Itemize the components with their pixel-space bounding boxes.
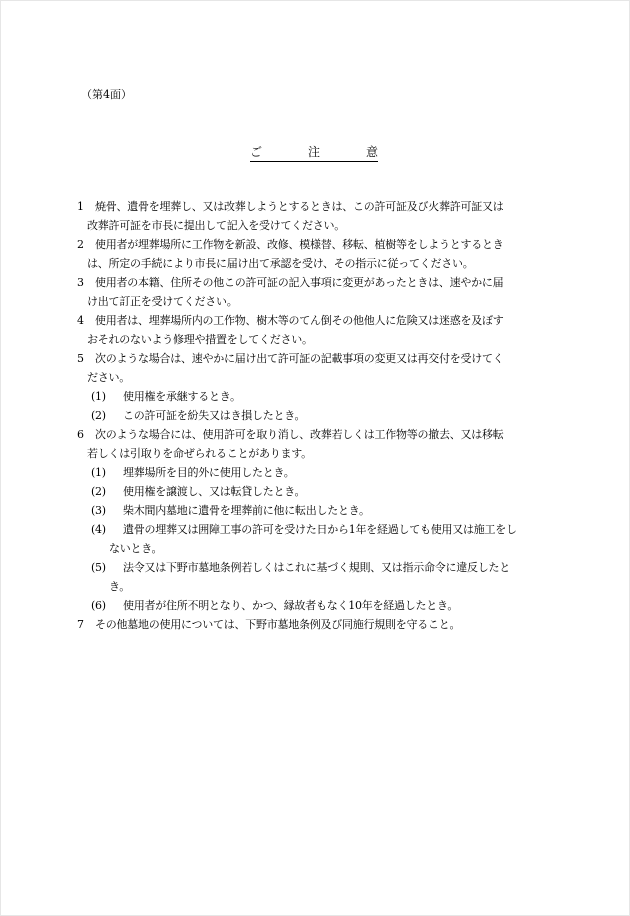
item-number: 1 — [77, 200, 84, 213]
sub-item-number: (6) — [91, 599, 106, 612]
sub-item-number: (1) — [91, 390, 106, 403]
sub-item-text: この許可証を紛失又はき損したとき。 — [123, 409, 306, 422]
item-text: 使用者の本籍、住所その他この許可証の記入事項に変更があったときは、速やかに届 — [95, 276, 504, 289]
item-text-continuation: 若しくは引取りを命ぜられることがあります。 — [87, 447, 312, 460]
item-text-continuation: ださい。 — [87, 371, 130, 384]
notice-list — [77, 197, 557, 634]
item-text: 使用者は、埋葬場所内の工作物、樹木等のてん倒その他他人に危険又は迷惑を及ぼす — [95, 314, 504, 327]
sub-item-number: (1) — [91, 466, 106, 479]
sub-item — [77, 558, 557, 577]
page-number-header: （第4面） — [81, 88, 132, 101]
sub-item-text: 埋葬場所を目的外に使用したとき。 — [123, 466, 295, 479]
list-item — [77, 197, 557, 216]
title-char: 注 — [307, 145, 320, 159]
sub-item-number: (3) — [91, 504, 106, 517]
item-text-continuation: は、所定の手続により市長に届け出て承認を受け、その指示に従ってください。 — [87, 257, 474, 270]
item-text: 次のような場合は、速やかに届け出て許可証の記載事項の変更又は再交付を受けてく — [95, 352, 504, 365]
item-number: 4 — [77, 314, 84, 327]
sub-item — [77, 406, 557, 425]
item-text: その他墓地の使用については、下野市墓地条例及び同施行規則を守ること。 — [95, 618, 461, 631]
item-number: 2 — [77, 238, 84, 251]
item-text-continuation: け出て訂正を受けてください。 — [87, 295, 238, 308]
sub-item-text: 法令又は下野市墓地条例若しくはこれに基づく規則、又は指示命令に違反したと — [123, 561, 510, 574]
item-text-continuation: 改葬許可証を市長に提出して記入を受けてください。 — [87, 219, 345, 232]
list-item — [77, 425, 557, 444]
sub-item — [77, 501, 557, 520]
list-item — [77, 349, 557, 368]
sub-item — [77, 387, 557, 406]
sub-item-number: (2) — [91, 485, 106, 498]
sub-item-text: 遺骨の埋葬又は囲障工事の許可を受けた日から1年を経過しても使用又は施工をし — [123, 523, 517, 536]
list-item — [77, 235, 557, 254]
item-number: 5 — [77, 352, 84, 365]
sub-item-number: (5) — [91, 561, 106, 574]
sub-item-text: 柴木間内墓地に遺骨を埋葬前に他に転出したとき。 — [123, 504, 370, 517]
item-number: 7 — [77, 618, 84, 631]
sub-item-number: (2) — [91, 409, 106, 422]
title-char: ご — [250, 145, 263, 159]
item-text: 焼骨、遺骨を埋葬し、又は改葬しようとするときは、この許可証及び火葬許可証又は — [95, 200, 504, 213]
notice-title — [250, 143, 378, 162]
item-text: 次のような場合には、使用許可を取り消し、改葬若しくは工作物等の撤去、又は移転 — [95, 428, 504, 441]
sub-item-text: 使用者が住所不明となり、かつ、縁故者もなく10年を経過したとき。 — [123, 599, 459, 612]
sub-item-text-continuation: き。 — [109, 580, 131, 593]
item-text: 使用者が埋葬場所に工作物を新設、改修、模様替、移転、植樹等をしようとするとき — [95, 238, 504, 251]
sub-item — [77, 463, 557, 482]
item-number: 6 — [77, 428, 84, 441]
item-number: 3 — [77, 276, 84, 289]
sub-item-text: 使用権を承継するとき。 — [123, 390, 241, 403]
list-item — [77, 311, 557, 330]
item-text-continuation: おそれのないよう修理や措置をしてください。 — [87, 333, 313, 346]
sub-item-number: (4) — [91, 523, 106, 536]
sub-item-text-continuation: ないとき。 — [109, 542, 163, 555]
list-item — [77, 615, 557, 634]
sub-item — [77, 520, 557, 539]
title-char: 意 — [365, 145, 378, 159]
list-item — [77, 273, 557, 292]
sub-item — [77, 482, 557, 501]
sub-item-text: 使用権を譲渡し、又は転貸したとき。 — [123, 485, 306, 498]
sub-item — [77, 596, 557, 615]
